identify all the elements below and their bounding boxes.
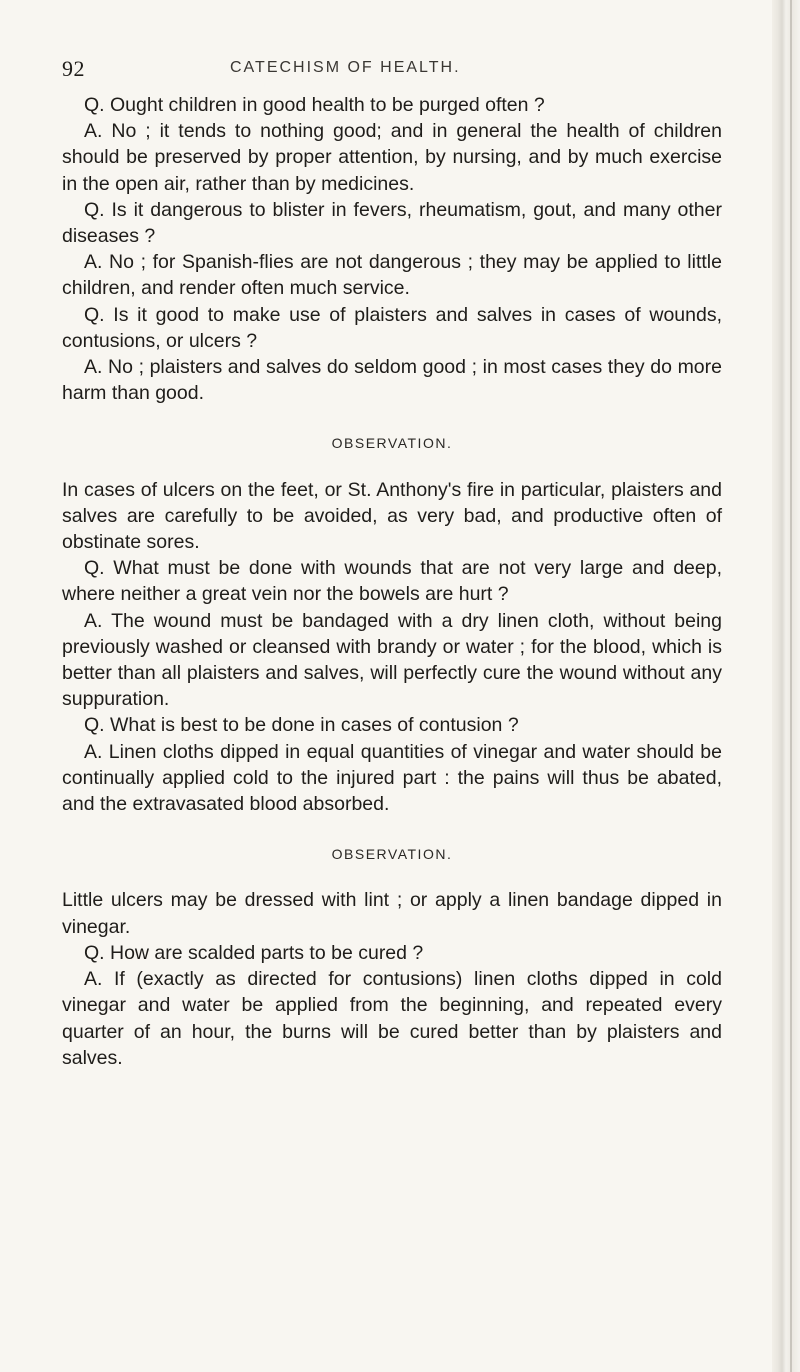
running-head: CATECHISM OF HEALTH. <box>230 59 461 76</box>
page-number: 92 <box>62 56 85 81</box>
observation-heading: OBSERVATION. <box>331 846 453 863</box>
page-edge-line <box>790 0 792 1372</box>
page-edge <box>772 0 800 1372</box>
question: Q. What must be done with wounds that are not very large and deep, where neither a great vein nor the bowels are hurt ? <box>62 557 722 606</box>
observation-heading: OBSERVATION. <box>331 435 453 452</box>
question: Q. How are scalded parts to be cured ? <box>84 941 424 964</box>
answer: A. No ; plaisters and salves do seldom good ; in most cases they do more harm than good. <box>62 356 722 405</box>
observation-text: Little ulcers may be dressed with lint ; or apply a linen bandage dipped in vinegar. <box>62 889 722 938</box>
answer: A. If (exactly as directed for contusions) linen cloths dipped in cold vinegar and water be applied from the beginning, and repeated every quarter of an hour, the burns will be cured better than by plaisters and salves. <box>62 968 722 1069</box>
answer: A. No ; for Spanish-flies are not dangerous ; they may be applied to little children, and render often much service. <box>62 251 722 300</box>
question: Q. Is it dangerous to blister in fevers, rheumatism, gout, and many other diseases ? <box>62 198 722 248</box>
body-text <box>62 92 722 1071</box>
page-header <box>62 56 722 84</box>
answer: A. No ; it tends to nothing good; and in general the health of children should be preserved by proper attention, by nursing, and by much exercise in the open air, rather than by medicines. <box>62 120 722 195</box>
question: Q. Ought children in good health to be purged often ? <box>84 94 545 116</box>
answer: A. Linen cloths dipped in equal quantities of vinegar and water should be continually applied cold to the injured part : the pains will thus be abated, and the extravasated blood absorbed. <box>62 740 722 816</box>
observation-text: In cases of ulcers on the feet, or St. Anthony's fire in particular, plaisters and salves are carefully to be avoided, as very bad, and productive often of obstinate sores. <box>62 478 722 554</box>
question: Q. Is it good to make use of plaisters and salves in cases of wounds, contusions, or ulcers ? <box>62 303 722 352</box>
question: Q. What is best to be done in cases of contusion ? <box>84 714 519 737</box>
answer: A. The wound must be bandaged with a dry linen cloth, without being previously washed or cleansed with brandy or water ; for the blood, which is better than all plaisters and salves, will perfectly cure the wound without any suppuration. <box>62 609 722 711</box>
